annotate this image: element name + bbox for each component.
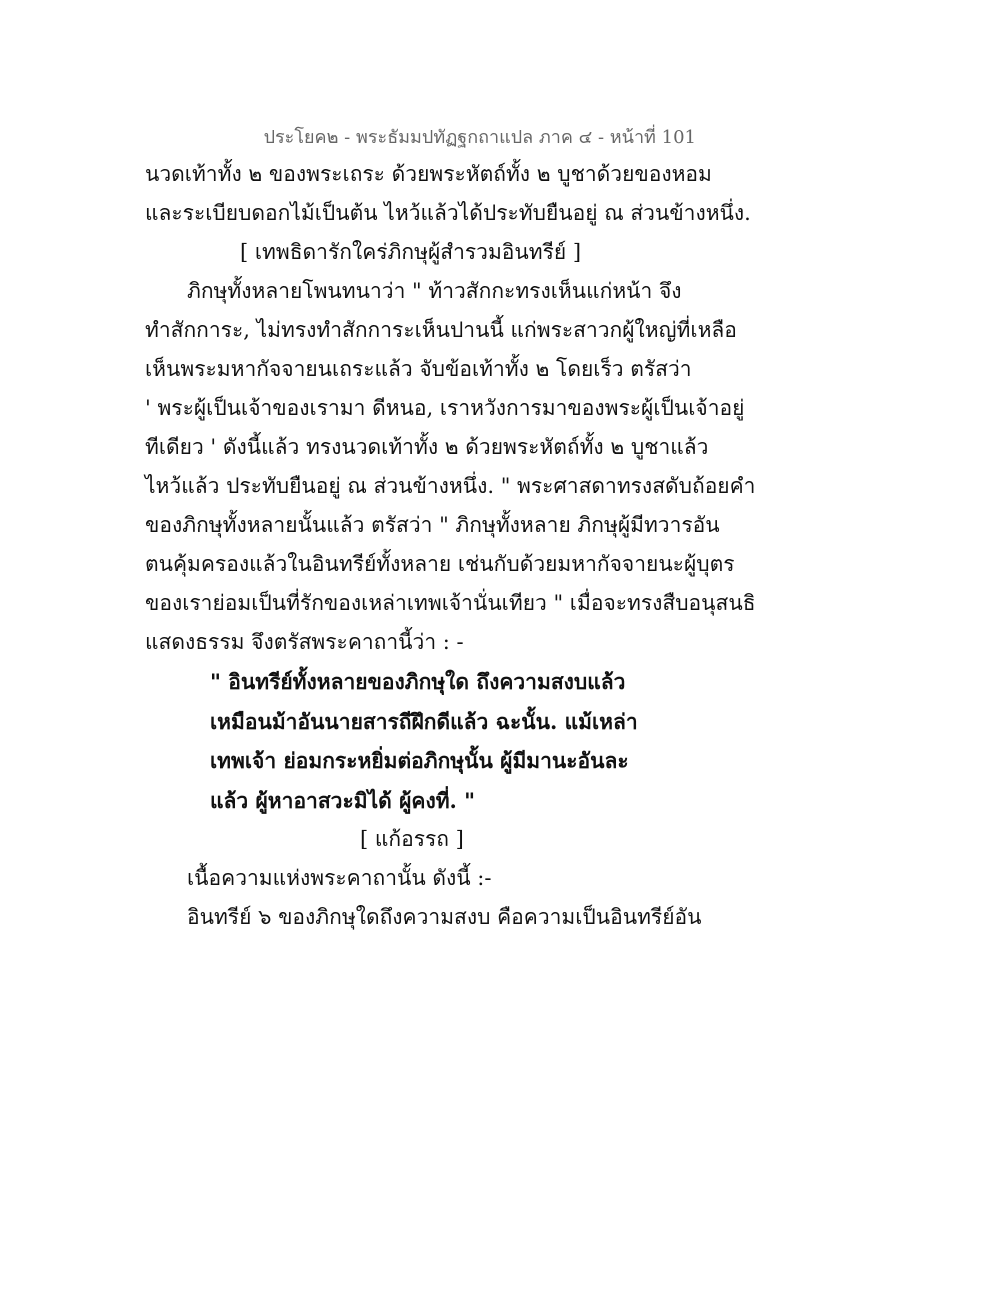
verse-line: เหมือนม้าอันนายสารถีฝึกดีแล้ว ฉะนั้น. แม้เหล่า bbox=[210, 708, 638, 734]
text-line: และระเบียบดอกไม้เป็นต้น ไหว้แล้วได้ประทับยืนอยู่ ณ ส่วนข้างหนึ่ง. bbox=[145, 201, 751, 225]
text-line: ไหว้แล้ว ประทับยืนอยู่ ณ ส่วนข้างหนึ่ง. " พระศาสดาทรงสดับถ้อยคำ bbox=[145, 474, 756, 498]
text-line: เนื้อความแห่งพระคาถานั้น ดังนี้ :- bbox=[187, 866, 492, 890]
page-header: ประโยค๒ - พระธัมมปทัฏฐกถาแปล ภาค ๔ - หน้าที่ 101 bbox=[263, 127, 696, 148]
text-line: เห็นพระมหากัจจายนเถระแล้ว จับข้อเท้าทั้ง ๒ โดยเร็ว ตรัสว่า bbox=[145, 357, 692, 381]
text-line: ของภิกษุทั้งหลายนั้นแล้ว ตรัสว่า " ภิกษุทั้งหลาย ภิกษุผู้มีทวารอัน bbox=[145, 513, 720, 537]
verse-line: เทพเจ้า ย่อมกระหยิ่มต่อภิกษุนั้น ผู้มีมานะอันละ bbox=[210, 748, 629, 773]
text-line: ภิกษุทั้งหลายโพนทนาว่า " ท้าวสักกะทรงเห็นแก่หน้า จึง bbox=[187, 279, 682, 303]
text-line: ทำสักการะ, ไม่ทรงทำสักการะเห็นปานนี้ แก่พระสาวกผู้ใหญ่ที่เหลือ bbox=[145, 318, 737, 342]
verse-line: แล้ว ผู้หาอาสวะมิได้ ผู้คงที่. " bbox=[210, 787, 476, 813]
text-line: อินทรีย์ ๖ ของภิกษุใดถึงความสงบ คือความเป็นอินทรีย์อัน bbox=[187, 905, 702, 929]
text-line: แสดงธรรม จึงตรัสพระคาถานี้ว่า : - bbox=[145, 630, 464, 654]
text-line: นวดเท้าทั้ง ๒ ของพระเถระ ด้วยพระหัตถ์ทั้ง ๒ บูชาด้วยของหอม bbox=[145, 162, 712, 186]
verse-reference: [ แก้อรรถ ] bbox=[360, 827, 464, 851]
body-text bbox=[145, 155, 756, 937]
verse-line: " อินทรีย์ทั้งหลายของภิกษุใด ถึงความสงบแล้ว bbox=[210, 669, 626, 694]
text-line: ทีเดียว ' ดังนี้แล้ว ทรงนวดเท้าทั้ง ๒ ด้วยพระหัตถ์ทั้ง ๒ บูชาแล้ว bbox=[145, 435, 709, 459]
text-line: ' พระผู้เป็นเจ้าของเรามา ดีหนอ, เราหวังการมาของพระผู้เป็นเจ้าอยู่ bbox=[145, 396, 745, 420]
text-line: ของเราย่อมเป็นที่รักของเหล่าเทพเจ้านั่นเทียว " เมื่อจะทรงสืบอนุสนธิ bbox=[145, 591, 756, 615]
section-heading: [ เทพธิดารักใคร่ภิกษุผู้สำรวมอินทรีย์ ] bbox=[240, 240, 582, 264]
text-line: ตนคุ้มครองแล้วในอินทรีย์ทั้งหลาย เช่นกับด้วยมหากัจจายนะผู้บุตร bbox=[145, 552, 735, 576]
